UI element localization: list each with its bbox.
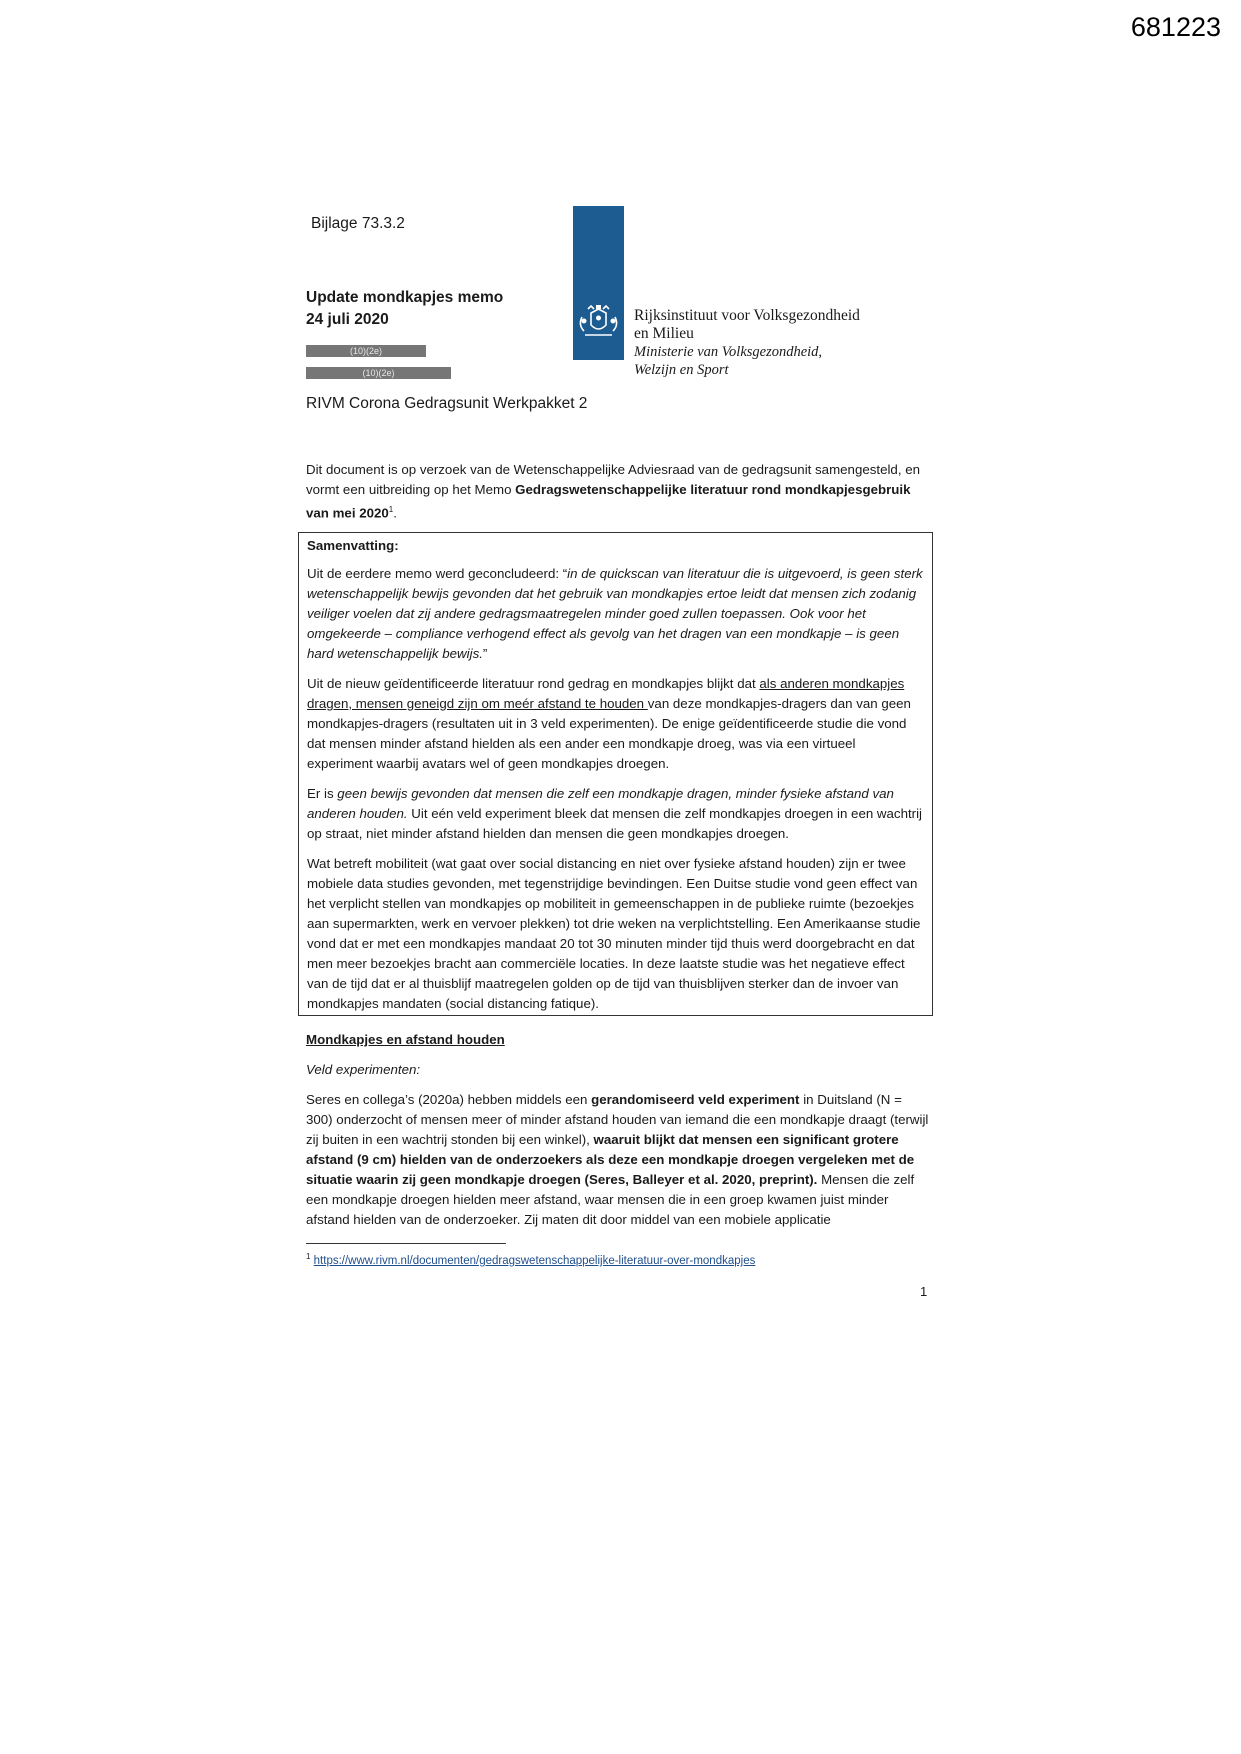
section-p-middle: in Duitsland (N = 300) onderzocht of mensen meer of minder afstand houden van iemand die een mondkapje draagt (terwijl zij buiten in een wachtrij stonden bij een winkel), — [306, 1092, 929, 1147]
footnote — [306, 1252, 755, 1267]
footnote-ref: 1 — [388, 505, 394, 514]
memo-title: Update mondkapjes memo — [306, 289, 504, 306]
footnote-divider — [306, 1243, 506, 1244]
organisation-name — [634, 307, 860, 379]
summary-p3-lead: Er is — [307, 786, 338, 801]
summary-p2-underlined: als anderen mondkapjes dragen, mensen geneigd zijn om meér afstand te houden — [307, 676, 905, 711]
page-number: 1 — [920, 1284, 928, 1299]
section-paragraph — [306, 1090, 930, 1230]
intro-paragraph — [306, 460, 930, 523]
document-number: 681223 — [1130, 12, 1221, 42]
summary-p2-rest: van deze mondkapjes-dragers dan van geen mondkapjes-dragers (resultaten uit in 3 veld experimenten). De enige geïdentificeerde studie die vond dat mensen minder afstand hielden als een ander een mondkapje droeg, was via een virtueel experiment waarbij avatars wel of geen mondkapjes droegen. — [307, 696, 911, 771]
summary-p3-rest: Uit eén veld experiment bleek dat mensen die zelf mondkapjes droegen in een wachtrij op straat, niet minder afstand hielden dan mensen die geen mondkapjes droegen. — [307, 806, 923, 841]
coat-of-arms-icon — [576, 303, 621, 341]
summary-paragraph-4: Wat betreft mobiliteit (wat gaat over social distancing en niet over fysieke afstand houden) zijn er twee mobiele data studies gevonden, met tegenstrijdige bevindingen. Een Duitse studie vond geen effect van het verplicht stellen van mondkapjes op mobiliteit in gemeenschappen in de publieke ruimte (bezoekjes aan supermarkten, werk en vervoer plekken) tot drie weken na verplichtstelling. Een Amerikaanse studie vond dat er met een mondkapjes mandaat 20 tot 30 minuten minder tijd thuis werd doorgebracht en dat men meer bezoekjes bracht aan commerciële locaties. In deze laatste studie was het negatieve effect van de tijd dat er al thuisblijf maatregelen golden op de tijd van thuisblijven sterker dan de invoer van mondkapjes mandaten (social distancing fatique). — [307, 856, 921, 1011]
section-p-lead: Seres en collega’s (2020a) hebben middels een — [306, 1092, 592, 1107]
summary-p1-end: ” — [482, 646, 488, 661]
summary-paragraph-1 — [307, 564, 924, 664]
org-line-2: en Milieu — [634, 325, 694, 342]
summary-p3-italic: geen bewijs gevonden dat mensen die zelf een mondkapje dragen, minder fysieke afstand van anderen houden. — [307, 786, 894, 821]
section-p-bold-1: gerandomiseerd veld experiment — [591, 1092, 800, 1107]
summary-p2-lead: Uit de nieuw geïdentificeerde literatuur rond gedrag en mondkapjes blijkt dat — [307, 676, 760, 691]
rivm-logo-bar — [573, 206, 624, 360]
footnote-link[interactable]: https://www.rivm.nl/documenten/gedragswetenschappelijke-literatuur-over-mondkapjes — [313, 1254, 756, 1267]
annex-label: Bijlage 73.3.2 — [311, 215, 405, 232]
subheading-text: Veld experimenten: — [306, 1062, 421, 1077]
section-p-bold-2: waaruit blijkt dat mensen een significant grotere afstand (9 cm) hielden van de onderzoekers als deze een mondkapje droegen vergeleken met de situatie waarin zij geen mondkapje droegen (Seres, Balleyer et al. 2020, preprint). — [306, 1132, 915, 1187]
memo-date: 24 juli 2020 — [306, 311, 389, 328]
summary-heading: Samenvatting: — [307, 538, 399, 553]
summary-paragraph-2 — [307, 674, 924, 774]
ministry-line-1: Ministerie van Volksgezondheid, — [634, 344, 823, 360]
section-body — [306, 1030, 930, 1240]
ministry-line-2: Welzijn en Sport — [634, 362, 729, 378]
summary-box — [298, 532, 933, 1016]
intro-memo-title: Gedragswetenschappelijke literatuur rond mondkapjesgebruik van mei 2020 — [306, 482, 911, 521]
redaction-bar: (10)(2e) — [306, 345, 426, 357]
redaction-bar: (10)(2e) — [306, 367, 451, 379]
section-subheading — [306, 1060, 930, 1080]
section-p-end: Mensen die zelf een mondkapje droegen hielden meer afstand, waar mensen die in een groep kwamen juist minder afstand hielden van de onderzoeker. Zij maten dit door middel van een mobiele applicatie — [306, 1172, 915, 1227]
summary-p1-quote: in de quickscan van literatuur die is uitgevoerd, is geen sterk wetenschappelijk bewijs gevonden dat het gebruik van mondkapjes ertoe leidt dat mensen zich zodanig veiliger voelen dat zij andere gedragsmaatregelen minder goed zullen toepassen. Ook voor het omgekeerde – compliance verhogend effect als gevolg van het dragen van een mondkapje – is geen hard wetenschappelijk bewijs. — [307, 566, 923, 661]
summary-paragraph-3 — [307, 784, 924, 844]
section-heading: Mondkapjes en afstand houden — [306, 1032, 505, 1047]
memo-header — [306, 287, 503, 331]
intro-text: Dit document is op verzoek van de Wetenschappelijke Adviesraad van de gedragsunit samengesteld, en vormt een uitbreiding op het Memo — [306, 462, 921, 497]
work-package-label: RIVM Corona Gedragsunit Werkpakket 2 — [306, 395, 588, 412]
intro-end: . — [393, 505, 397, 521]
summary-p1-lead: Uit de eerdere memo werd geconcludeerd: “ — [307, 566, 568, 581]
footnote-mark: 1 — [306, 1252, 311, 1261]
org-line-1: Rijksinstituut voor Volksgezondheid — [634, 307, 860, 324]
